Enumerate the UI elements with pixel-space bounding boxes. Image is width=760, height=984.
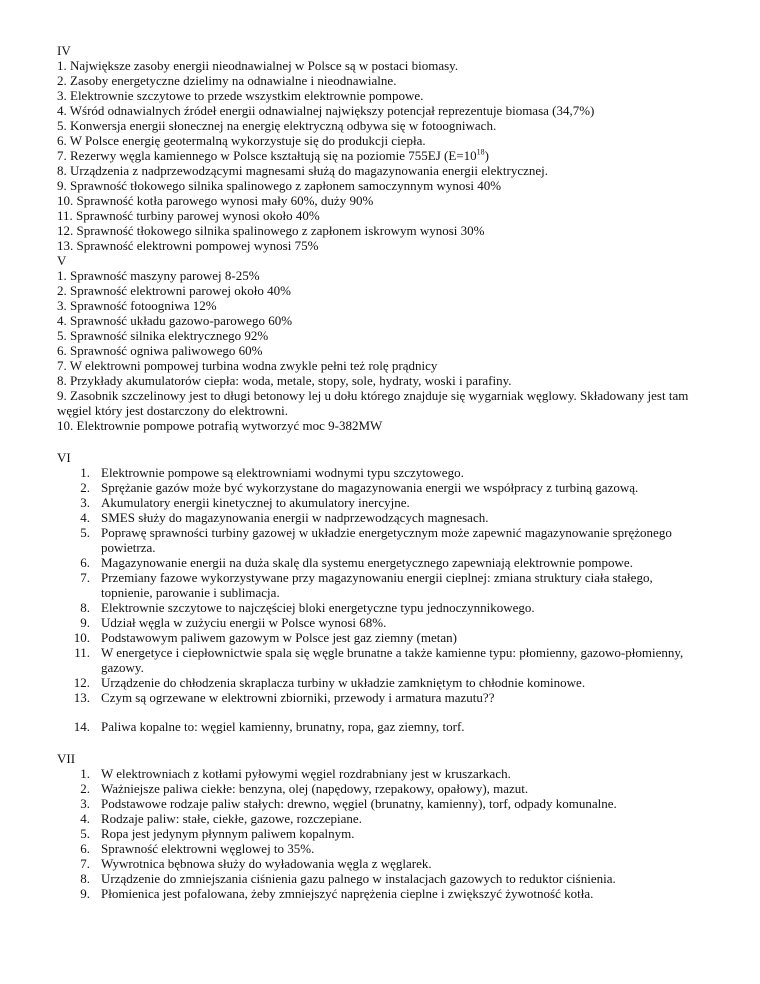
- list-item: [57, 811, 700, 826]
- list-number: 4.: [80, 510, 90, 525]
- list-number: 2.: [80, 781, 90, 796]
- list-number: 13.: [73, 690, 90, 705]
- statement: 5. Konwersja energii słonecznej na energię elektryczną odbywa się w fotoogniwach.: [57, 118, 497, 133]
- list-item: [57, 826, 700, 841]
- list-number: 5.: [80, 525, 90, 540]
- statement: 9. Zasobnik szczelinowy jest to długi betonowy lej u dołu którego znajduje się wygarniak węglowy. Składowany jest tam węgiel który jest dostarczony do elektrowni.: [57, 388, 689, 418]
- list-text: W energetyce i ciepłownictwie spala się węgle brunatne a także kamienne typu: płomienny, gazowo-płomienny, gazowy.: [101, 645, 684, 675]
- list-text: Udział węgla w zużyciu energii w Polsce wynosi 68%.: [101, 615, 387, 630]
- statement: [57, 148, 700, 163]
- list-number: 8.: [80, 871, 90, 886]
- statement: 6. Sprawność ogniwa paliwowego 60%: [57, 343, 263, 358]
- list-item: [57, 480, 700, 495]
- list-number: 14.: [73, 719, 90, 734]
- statement: 11. Sprawność turbiny parowej wynosi około 40%: [57, 208, 320, 223]
- list-text: Elektrownie pompowe są elektrowniami wodnymi typu szczytowego.: [101, 465, 464, 480]
- section-spacer: [57, 433, 700, 450]
- statement-text: 7. Rezerwy węgla kamiennego w Polsce kształtują się na poziomie 755EJ (E=10: [57, 148, 477, 163]
- list-number: 5.: [80, 826, 90, 841]
- statement: 3. Sprawność fotoogniwa 12%: [57, 298, 217, 313]
- statement: 1. Największe zasoby energii nieodnawialnej w Polsce są w postaci biomasy.: [57, 58, 459, 73]
- list-number: 7.: [80, 856, 90, 871]
- section-vii: [57, 751, 700, 901]
- list-item: [57, 510, 700, 525]
- section-heading: IV: [57, 43, 71, 58]
- list-number: 1.: [80, 465, 90, 480]
- list-text: W elektrowniach z kotłami pyłowymi węgiel rozdrabniany jest w kruszarkach.: [101, 766, 511, 781]
- list-number: 9.: [80, 886, 90, 901]
- list-number: 12.: [73, 675, 90, 690]
- statement-end: ): [484, 148, 489, 163]
- section-heading: V: [57, 253, 67, 268]
- list-text: Rodzaje paliw: stałe, ciekłe, gazowe, rozczepiane.: [101, 811, 362, 826]
- list-item: [57, 841, 700, 856]
- statement: 10. Sprawność kotła parowego wynosi mały 60%, duży 90%: [57, 193, 374, 208]
- list-item: [57, 871, 700, 886]
- list-item: [57, 856, 700, 871]
- list-number: 4.: [80, 811, 90, 826]
- list-text: Magazynowanie energii na duża skalę dla systemu energetycznego zapewniają elektrownie pompowe.: [101, 555, 633, 570]
- list-text: Paliwa kopalne to: węgiel kamienny, brunatny, ropa, gaz ziemny, torf.: [101, 719, 465, 734]
- list-number: 6.: [80, 841, 90, 856]
- list-item: [57, 465, 700, 480]
- list-item: [57, 600, 700, 615]
- list-number: 6.: [80, 555, 90, 570]
- list-text: Akumulatory energii kinetycznej to akumulatory inercyjne.: [101, 495, 410, 510]
- statement: 12. Sprawność tłokowego silnika spalinowego z zapłonem iskrowym wynosi 30%: [57, 223, 485, 238]
- list-item: [57, 766, 700, 781]
- list-number: 10.: [73, 630, 90, 645]
- list-item: [57, 796, 700, 811]
- list-item: [57, 719, 700, 734]
- statement: 9. Sprawność tłokowego silnika spalinowego z zapłonem samoczynnym wynosi 40%: [57, 178, 502, 193]
- list-item: [57, 645, 700, 675]
- list-number: 11.: [74, 645, 90, 660]
- list-number: 8.: [80, 600, 90, 615]
- list-number: 3.: [80, 495, 90, 510]
- list-item: [57, 570, 700, 600]
- list-number: 1.: [80, 766, 90, 781]
- list-text: Przemiany fazowe wykorzystywane przy magazynowaniu energii cieplnej: zmiana struktury ciała stałego, topnienie, parowanie i sublimacja.: [101, 570, 653, 600]
- list-text: Płomienica jest pofalowana, żeby zmniejszyć naprężenia cieplne i zwiększyć żywotność kotła.: [101, 886, 594, 901]
- list-item: [57, 555, 700, 570]
- section-spacer: [57, 734, 700, 751]
- list-text: Sprawność elektrowni węglowej to 35%.: [101, 841, 315, 856]
- statement: 6. W Polsce energię geotermalną wykorzystuje się do produkcji ciepła.: [57, 133, 426, 148]
- list-text: Sprężanie gazów może być wykorzystane do magazynowania energii we współpracy z turbiną gazową.: [101, 480, 639, 495]
- list-text: Elektrownie szczytowe to najczęściej bloki energetyczne typu jednoczynnikowego.: [101, 600, 535, 615]
- statement: 1. Sprawność maszyny parowej 8-25%: [57, 268, 260, 283]
- list-item: [57, 675, 700, 690]
- list-text: Podstawowe rodzaje paliw stałych: drewno, węgiel (brunatny, kamienny), torf, odpady komunalne.: [101, 796, 617, 811]
- statement: 5. Sprawność silnika elektrycznego 92%: [57, 328, 269, 343]
- list-item: [57, 630, 700, 645]
- list-number: 7.: [80, 570, 90, 585]
- statement: 3. Elektrownie szczytowe to przede wszystkim elektrownie pompowe.: [57, 88, 424, 103]
- list-text: Poprawę sprawności turbiny gazowej w układzie energetycznym może zapewnić magazynowanie sprężonego powietrza.: [101, 525, 672, 555]
- list-text: Ropa jest jedynym płynnym paliwem kopalnym.: [101, 826, 355, 841]
- list-item: [57, 495, 700, 510]
- section-heading: VII: [57, 751, 76, 766]
- section-vi: [57, 450, 700, 734]
- list-item: [57, 886, 700, 901]
- list-item: [57, 781, 700, 796]
- list-item: [57, 615, 700, 630]
- list-text: Ważniejsze paliwa ciekłe: benzyna, olej (napędowy, rzepakowy, opałowy), mazut.: [101, 781, 529, 796]
- statement: 2. Zasoby energetyczne dzielimy na odnawialne i nieodnawialne.: [57, 73, 397, 88]
- list-number: 3.: [80, 796, 90, 811]
- list-text: Urządzenie do zmniejszania ciśnienia gazu palnego w instalacjach gazowych to reduktor ciśnienia.: [101, 871, 616, 886]
- section-v: [57, 253, 700, 433]
- list-number: 9.: [80, 615, 90, 630]
- list-text: Podstawowym paliwem gazowym w Polsce jest gaz ziemny (metan): [101, 630, 457, 645]
- list-text: Urządzenie do chłodzenia skraplacza turbiny w układzie zamkniętym to chłodnie kominowe.: [101, 675, 586, 690]
- numbered-list: [57, 766, 700, 901]
- list-text: Wywrotnica bębnowa służy do wyładowania węgla z węglarek.: [101, 856, 432, 871]
- list-item: [57, 525, 700, 555]
- statement: 4. Sprawność układu gazowo-parowego 60%: [57, 313, 293, 328]
- exponent: 18: [476, 147, 485, 157]
- section-heading: VI: [57, 450, 71, 465]
- statement: 4. Wśród odnawialnych źródeł energii odnawialnej największy potencjał reprezentuje biomasa (34,7%): [57, 103, 595, 118]
- statement: 8. Urządzenia z nadprzewodzącymi magnesami służą do magazynowania energii elektrycznej.: [57, 163, 549, 178]
- list-text: SMES służy do magazynowania energii w nadprzewodzących magnesach.: [101, 510, 489, 525]
- statement: 2. Sprawność elektrowni parowej około 40%: [57, 283, 291, 298]
- statement: 8. Przykłady akumulatorów ciepła: woda, metale, stopy, sole, hydraty, woski i parafiny.: [57, 373, 512, 388]
- statement: 7. W elektrowni pompowej turbina wodna zwykle pełni też rolę prądnicy: [57, 358, 438, 373]
- numbered-list: [57, 465, 700, 734]
- statement: 13. Sprawność elektrowni pompowej wynosi 75%: [57, 238, 319, 253]
- list-text: Czym są ogrzewane w elektrowni zbiorniki, przewody i armatura mazutu??: [101, 690, 495, 705]
- statement: 10. Elektrownie pompowe potrafią wytworzyć moc 9-382MW: [57, 418, 383, 433]
- list-number: 2.: [80, 480, 90, 495]
- list-item: [57, 690, 700, 705]
- section-iv: [57, 43, 700, 253]
